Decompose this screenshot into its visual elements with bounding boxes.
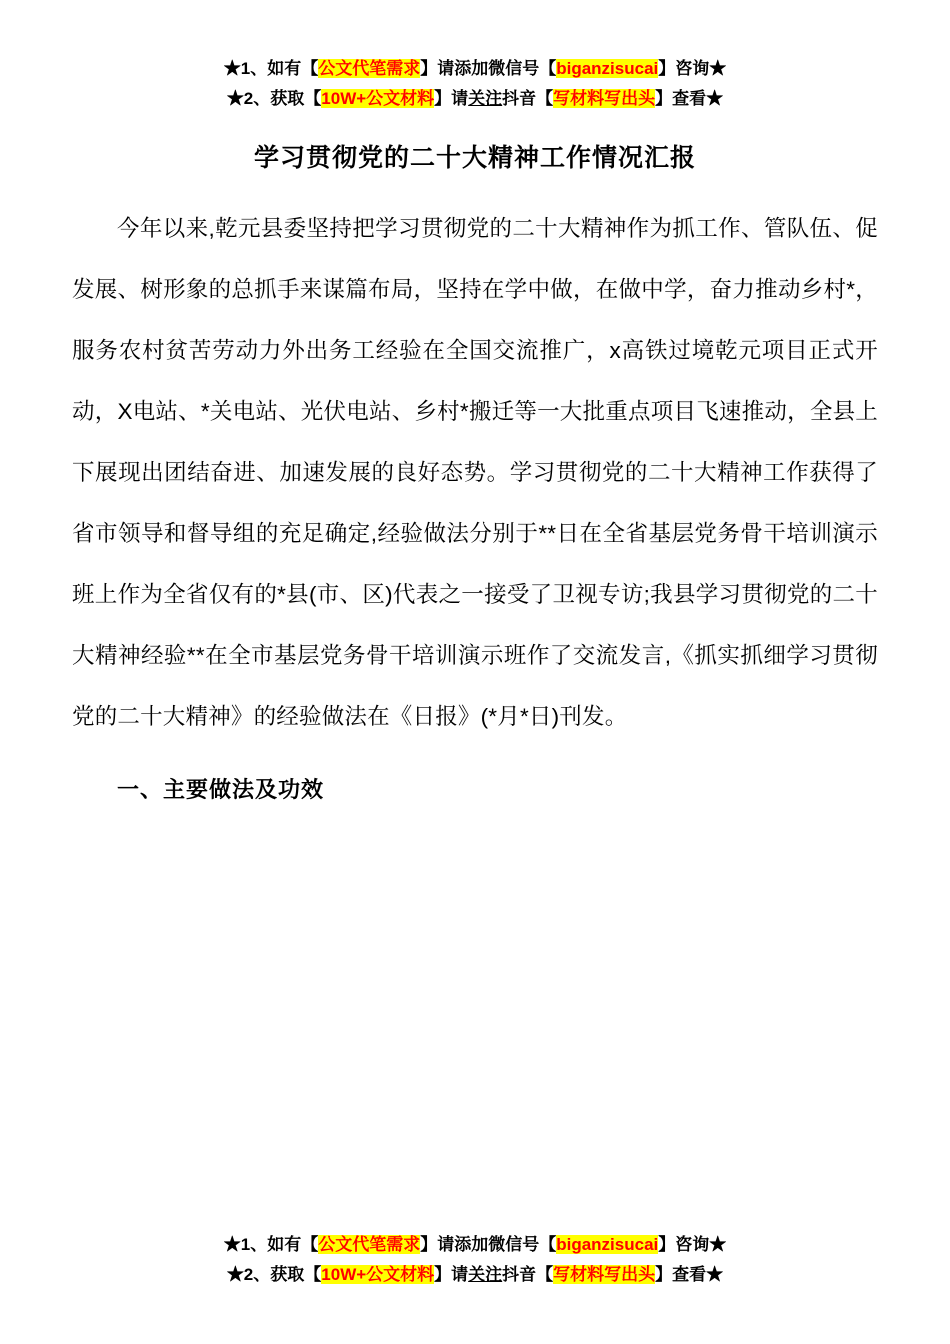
page-title: 学习贯彻党的二十大精神工作情况汇报 (253, 144, 696, 172)
promo-line-3-mid: 请添加微信号 (437, 1235, 540, 1254)
promo-line-1-bracket-open-2: 【 (539, 59, 557, 78)
promo-line-1-bracket-close-2: 】 (658, 59, 676, 78)
promo-line-3-bracket-close-2: 】 (658, 1235, 676, 1254)
promo-line-1-highlight-1: 公文代笔需求 (318, 59, 421, 78)
promo-line-4 (72, 1262, 878, 1288)
promo-line-2-mid-plain-2: 抖音 (502, 89, 537, 108)
promo-line-3-bracket-close: 】 (420, 1235, 438, 1254)
promo-line-2-mid-underline: 关注 (468, 89, 503, 108)
promo-line-1-highlight-2: biganzisucai (556, 59, 659, 78)
promo-line-3-highlight-2: biganzisucai (556, 1235, 659, 1254)
promo-line-3-suffix: 咨询★ (675, 1235, 727, 1254)
promo-line-4-prefix: ★2、获取 (226, 1265, 305, 1284)
promo-line-4-mid-plain: 请 (451, 1265, 469, 1284)
promo-line-2-bracket-open-2: 【 (536, 89, 554, 108)
promo-line-1-prefix: ★1、如有 (223, 59, 302, 78)
promo-line-4-suffix: 查看★ (672, 1265, 724, 1284)
promo-line-1-bracket-close: 】 (420, 59, 438, 78)
promo-line-4-mid-underline: 关注 (468, 1265, 503, 1284)
promo-line-2-bracket-open: 【 (304, 89, 322, 108)
promo-line-2-highlight-1: 10W+公文材料 (321, 89, 435, 108)
promo-line-4-bracket-close-2: 】 (655, 1265, 673, 1284)
promo-line-2-highlight-2: 写材料写出头 (553, 89, 656, 108)
promo-line-2-mid-plain: 请 (451, 89, 469, 108)
promo-line-2-bracket-close-2: 】 (655, 89, 673, 108)
promo-line-1 (72, 56, 878, 82)
promo-line-1-mid: 请添加微信号 (437, 59, 540, 78)
promo-line-4-bracket-open-2: 【 (536, 1265, 554, 1284)
promo-line-2 (72, 86, 878, 112)
promo-line-2-suffix: 查看★ (672, 89, 724, 108)
promo-line-3-bracket-open-2: 【 (539, 1235, 557, 1254)
promo-banner-bottom (0, 1232, 950, 1288)
promo-line-3-bracket-open: 【 (301, 1235, 319, 1254)
promo-line-4-highlight-2: 写材料写出头 (553, 1265, 656, 1284)
promo-line-3 (72, 1232, 878, 1258)
promo-line-2-bracket-close: 】 (434, 89, 452, 108)
promo-banner-top (72, 56, 878, 112)
promo-line-4-highlight-1: 10W+公文材料 (321, 1265, 435, 1284)
section-heading-1: 一、主要做法及功效 (117, 777, 325, 802)
body-paragraph-1: 今年以来,乾元县委坚持把学习贯彻党的二十大精神作为抓工作、管队伍、促发展、树形象的总抓手来谋篇布局，坚持在学中做，在做中学，奋力推动乡村*，服务农村贫苦劳动力外出务工经验在全国交流推广，x高铁过境乾元项目正式开动，X电站、*关电站、光伏电站、乡村*搬迁等一大批重点项目飞速推动，全县上下展现出团结奋进、加速发展的良好态势。学习贯彻党的二十大精神工作获得了省市领导和督导组的充足确定,经验做法分别于**日在全省基层党务骨干培训演示班上作为全省仅有的*县(市、区)代表之一接受了卫视专访;我县学习贯彻党的二十大精神经验**在全市基层党务骨干培训演示班作了交流发言,《抓实抓细学习贯彻党的二十大精神》的经验做法在《日报》(*月*日)刊发。 (72, 216, 878, 729)
promo-line-1-suffix: 咨询★ (675, 59, 727, 78)
promo-line-2-prefix: ★2、获取 (226, 89, 305, 108)
promo-line-3-prefix: ★1、如有 (223, 1235, 302, 1254)
promo-line-3-highlight-1: 公文代笔需求 (318, 1235, 421, 1254)
promo-line-4-mid-plain-2: 抖音 (502, 1265, 537, 1284)
promo-line-1-bracket-open: 【 (301, 59, 319, 78)
promo-line-4-bracket-open: 【 (304, 1265, 322, 1284)
promo-line-4-bracket-close: 】 (434, 1265, 452, 1284)
